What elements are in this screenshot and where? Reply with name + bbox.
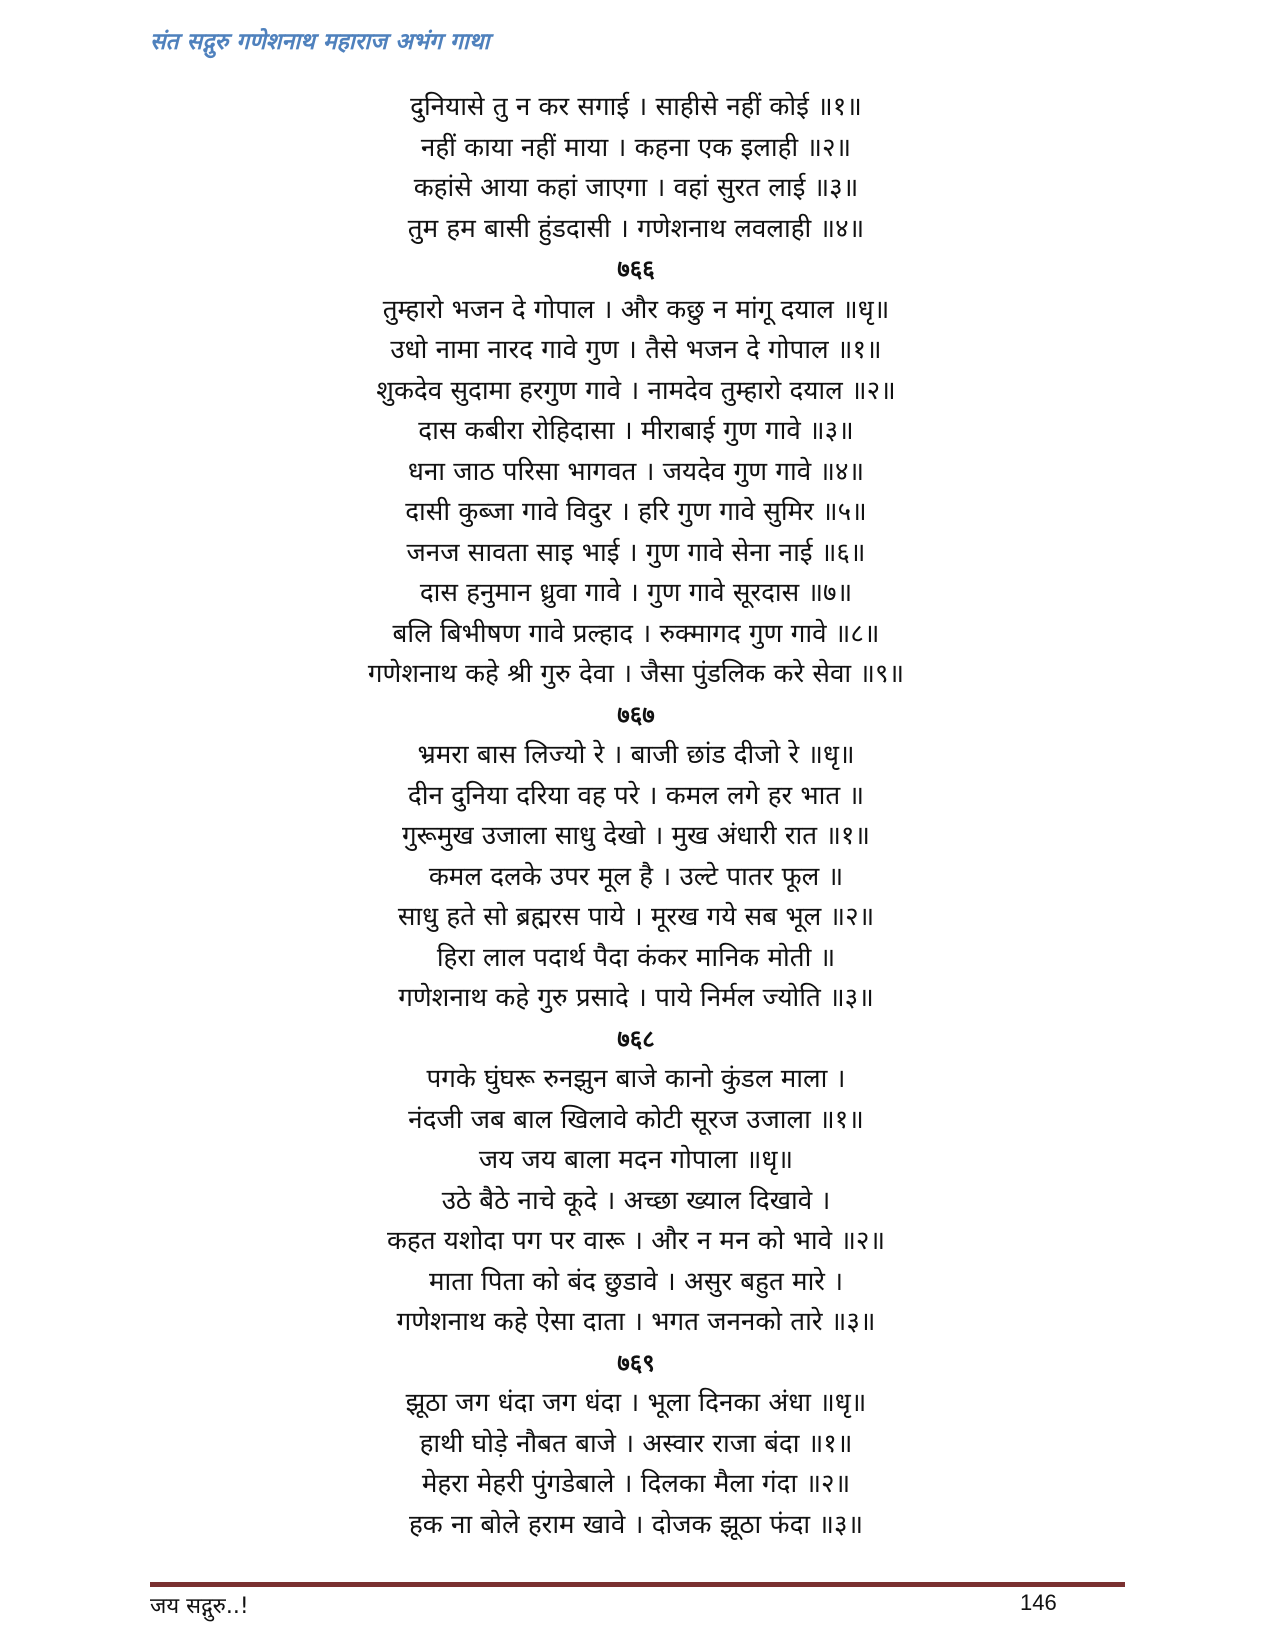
verse-line: कहत यशोदा पग पर वारू । और न मन को भावे ॥२॥: [386, 1226, 886, 1256]
page-number: 146: [1020, 1590, 1057, 1615]
verse-line: हिरा लाल पदार्थ पैदा कंकर मानिक मोती ॥: [436, 942, 836, 973]
verse-line: दास कबीरा रोहिदासा । मीराबाई गुण गावे ॥३॥: [418, 416, 854, 446]
verse-line: तुम हम बासी हुंडदासी । गणेशनाथ लवलाही ॥४॥: [407, 213, 865, 244]
verse-line: शुकदेव सुदामा हरगुण गावे । नामदेव तुम्हारो दयाल ॥२॥: [376, 375, 896, 406]
verse-line: जनज सावता साइ भाई । गुण गावे सेना नाई ॥६॥: [406, 537, 866, 568]
verse-line: गणेशनाथ कहे श्री गुरु देवा । जैसा पुंडलिक करे सेवा ॥९॥: [367, 659, 905, 689]
verse-line: गुरूमुख उजाला साधु देखो । मुख अंधारी रात ॥१॥: [402, 821, 870, 851]
abhang-number: ७६७: [617, 700, 655, 729]
abhang-text-body: [0, 87, 1275, 1545]
verse-line: भ्रमरा बास लिज्यो रे । बाजी छांड दीजो रे ॥धृ॥: [417, 740, 855, 770]
verse-line: धना जाठ परिसा भागवत । जयदेव गुण गावे ॥४॥: [407, 456, 865, 487]
abhang-number: ७६९: [617, 1348, 655, 1377]
verse-line: नंदजी जब बाल खिलावे कोटी सूरज उजाला ॥१॥: [408, 1104, 864, 1135]
verse-line: पगके घुंघरू रुनझुन बाजे कानो कुंडल माला ।: [426, 1064, 846, 1094]
footer-divider: [150, 1582, 1125, 1587]
abhang-number: ७६६: [617, 255, 655, 283]
verse-line: गणेशनाथ कहे गुरु प्रसादे । पाये निर्मल ज्योति ॥३॥: [398, 983, 874, 1013]
verse-line: उधो नामा नारद गावे गुण । तैसे भजन दे गोपाल ॥१॥: [390, 335, 882, 365]
verse-line: दीन दुनिया दरिया वह परे । कमल लगे हर भात ॥: [407, 780, 865, 811]
verse-line: दासी कुब्जा गावे विदुर । हरि गुण गावे सुमिर ॥५॥: [405, 497, 867, 527]
abhang-number: ७६८: [617, 1024, 655, 1053]
verse-line: नहीं काया नहीं माया । कहना एक इलाही ॥२॥: [420, 132, 852, 163]
verse-line: मेहरा मेहरी पुंगडेबाले । दिलका मैला गंदा ॥२॥: [421, 1469, 851, 1499]
verse-line: हक ना बोले हराम खावे । दोजक झूठा फंदा ॥३॥: [408, 1509, 864, 1540]
verse-line: हाथी घोड़े नौबत बाजे । अस्वार राजा बंदा ॥१॥: [419, 1428, 853, 1459]
verse-line: बलि बिभीषण गावे प्रल्हाद । रुक्मागद गुण गावे ॥८॥: [392, 618, 880, 649]
verse-line: कमल दलके उपर मूल है । उल्टे पातर फूल ॥: [428, 861, 844, 892]
verse-line: उठे बैठे नाचे कूदे । अच्छा ख्याल दिखावे ।: [441, 1185, 831, 1216]
verse-line: साधु हते सो ब्रह्मरस पाये । मूरख गये सब भूल ॥२॥: [397, 902, 875, 932]
verse-line: कहांसे आया कहां जाएगा । वहां सुरत लाई ॥३॥: [413, 173, 859, 203]
verse-line: तुम्हारो भजन दे गोपाल । और कछु न मांगू दयाल ॥धृ॥: [382, 294, 890, 325]
verse-line: जय जय बाला मदन गोपाला ॥धृ॥: [478, 1145, 794, 1175]
verse-line: झूठा जग धंदा जग धंदा । भूला दिनका अंधा ॥धृ॥: [405, 1388, 867, 1418]
verse-line: माता पिता को बंद छुडावे । असुर बहुत मारे ।: [428, 1266, 844, 1297]
footer-text: जय सद्गुरु..!: [150, 1594, 249, 1619]
verse-line: गणेशनाथ कहे ऐसा दाता । भगत जननको तारे ॥३॥: [396, 1307, 876, 1337]
verse-line: दुनियासे तु न कर सगाई । साहीसे नहीं कोई ॥१॥: [410, 92, 862, 122]
verse-line: दास हनुमान ध्रुवा गावे । गुण गावे सूरदास ॥७॥: [419, 578, 853, 608]
page-header-title: संत सद्गुरु गणेशनाथ महाराज अभंग गाथा: [150, 29, 490, 55]
